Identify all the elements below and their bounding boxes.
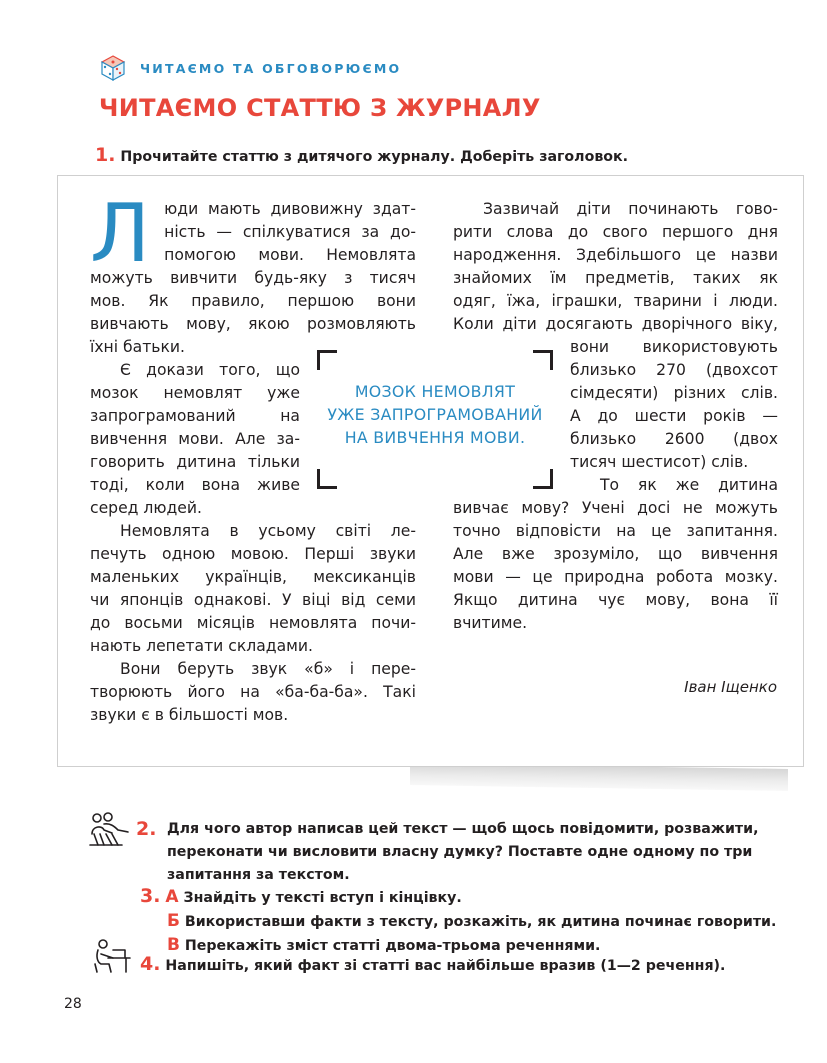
task-4 [140, 953, 725, 978]
writing-person-icon [93, 938, 131, 974]
group-discussion-icon [88, 812, 132, 848]
pull-quote-text [317, 380, 553, 449]
text-line: вивчають мову, якою розмовляють [90, 315, 416, 333]
task-text: Напишіть, який факт зі статті вас найбільше вразив (1—2 речення). [165, 958, 726, 974]
bracket-corner [533, 350, 553, 370]
article-shadow [410, 763, 788, 791]
text-line: серед людей. [90, 499, 202, 517]
text-line: близько 270 (двохсот [570, 361, 778, 379]
quote-line: УЖЕ ЗАПРОГРАМОВАНИЙ [327, 405, 543, 424]
text-line: сімдесяти) різних слів. [570, 384, 778, 402]
task-1 [95, 144, 628, 169]
task-text [167, 818, 780, 887]
text-line: помогою мови. Немовлята [164, 246, 416, 264]
bracket-corner [533, 469, 553, 489]
task-line [140, 910, 780, 934]
text-line: Немовлята в усьому світі ле- [120, 522, 416, 540]
text-line: нають лепетати складами. [90, 637, 313, 655]
task-number: 2. [136, 818, 157, 840]
text-line: їхні батьки. [90, 338, 186, 356]
dice-icon [100, 55, 126, 81]
subtask-letter: Б [166, 911, 180, 931]
task-2 [136, 818, 780, 887]
task-text: Знайдіть у тексті вступ і кінцівку. [183, 890, 462, 906]
text-line: одяг, їжа, іграшки, тварини і люди. [453, 292, 778, 310]
text-line: можуть вивчити будь-яку з тисяч [90, 269, 416, 287]
text-line: чи японців однакові. У віці від семи [90, 591, 416, 609]
subtask-letter: А [165, 887, 179, 907]
page-number: 28 [64, 996, 82, 1012]
text-line: вивчає мову? Учені досі не можуть [453, 499, 778, 517]
text-line: вивчення мови. Але за- [90, 430, 300, 448]
text-line: То як же дитина [600, 476, 778, 494]
article-author: Іван Іщенко [684, 678, 777, 696]
text-line: запрограмований на [90, 407, 300, 425]
text-line: юди мають дивовижну здат- [164, 200, 416, 218]
section-label: ЧИТАЄМО ТА ОБГОВОРЮЄМО [140, 60, 402, 76]
task-text: Використавши факти з тексту, розкажіть, як дитина починає говорити. [184, 914, 777, 930]
quote-line: МОЗОК НЕМОВЛЯТ [354, 382, 516, 401]
text-line: знайомих їм предметів, таких як [453, 269, 778, 287]
text-line: ність — спілкуватися за до- [164, 223, 416, 241]
text-line: печуть одною мовою. Перші звуки [90, 545, 416, 563]
task-number: 1. [95, 144, 116, 166]
task-number: 4. [140, 953, 161, 975]
text-line: близько 2600 (двох [570, 430, 778, 448]
text-line: А до шести років — [570, 407, 778, 425]
text-line: мов. Як правило, першою вони [90, 292, 416, 310]
text-line: вчитиме. [453, 614, 528, 632]
task-3 [140, 885, 780, 958]
text-line: Коли діти досягають дворічного віку, [453, 315, 778, 333]
text-line: Якщо дитина чує мову, вона її [453, 591, 778, 609]
text-line: Є докази того, що [120, 361, 300, 379]
text-line: тисяч шестисот) слів. [570, 453, 749, 471]
text-line: народження. Здебільшого це назви [453, 246, 778, 264]
task-line: переконати чи висловити власну думку? Поставте одне одному по три [167, 844, 753, 860]
text-line: Зазвичай діти починають гово- [483, 200, 778, 218]
task-line [140, 885, 780, 910]
text-line: тоді, коли вона живе [90, 476, 300, 494]
task-line: запитання за текстом. [167, 867, 350, 883]
text-line: Але вже зрозуміло, що вивчення [453, 545, 778, 563]
drop-cap: Л [90, 187, 151, 280]
text-line: мови — це природна робота мозку. [453, 568, 778, 586]
task-number: 3. [140, 885, 161, 907]
text-line: рити слова до свого першого дня [453, 223, 778, 241]
bracket-corner [317, 469, 337, 489]
task-text: Перекажіть зміст статті двома-трьома реченнями. [184, 938, 601, 954]
section-header [100, 55, 401, 81]
page-title: ЧИТАЄМО СТАТТЮ З ЖУРНАЛУ [99, 94, 541, 122]
subtask-letter: В [166, 935, 180, 955]
text-line: творюють його на «ба-ба-ба». Такі [90, 683, 416, 701]
text-line: говорить дитина тільки [90, 453, 300, 471]
text-line: маленьких українців, мексиканців [90, 568, 416, 586]
task-line: Для чого автор написав цей текст — щоб щось повідомити, розважити, [167, 821, 759, 837]
pull-quote [317, 350, 553, 489]
text-line: Вони беруть звук «б» і пере- [120, 660, 416, 678]
text-line: до восьми місяців немовлята почи- [90, 614, 416, 632]
article-box [57, 175, 804, 767]
text-line: звуки є в більшості мов. [90, 706, 289, 724]
text-line: мозок немовлят уже [90, 384, 300, 402]
text-line: точно відповісти на це запитання. [453, 522, 778, 540]
bracket-corner [317, 350, 337, 370]
task-text: Прочитайте статтю з дитячого журналу. Доберіть заголовок. [120, 149, 629, 165]
quote-line: НА ВИВЧЕННЯ МОВИ. [344, 428, 526, 447]
text-line: вони використовують [570, 338, 778, 356]
